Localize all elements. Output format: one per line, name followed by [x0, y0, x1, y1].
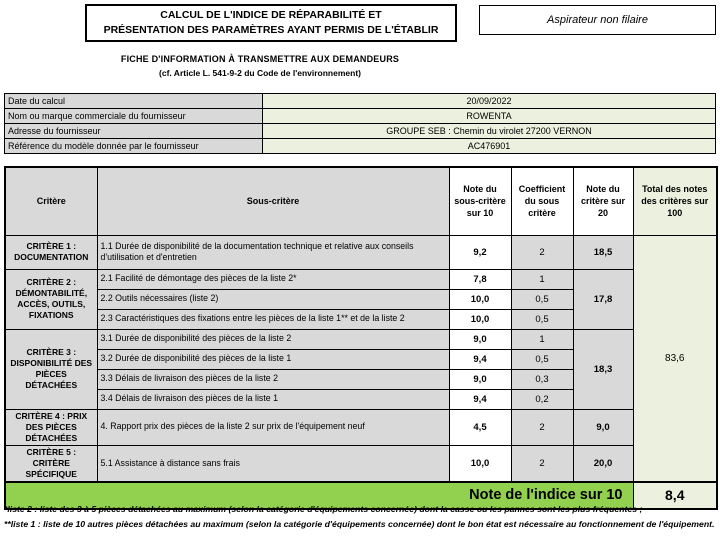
info-row-address	[5, 124, 716, 139]
footnote-liste2: *liste 2 : liste des 3 à 5 pièces détachées au maximum (selon la catégorie d'équipements concernée) dont la casse ou les pannes sont les plus fréquentes ;	[4, 504, 643, 514]
sub-3-2-note10: 9,4	[449, 349, 511, 369]
info-label-date: Date du calcul	[5, 94, 263, 109]
sub-1-1-note10: 9,2	[449, 235, 511, 269]
subtitle-line1: FICHE D'INFORMATION À TRANSMETTRE AUX DEMANDEURS	[120, 54, 400, 64]
table-row	[5, 269, 717, 289]
scoring-table	[4, 166, 718, 510]
footnotes	[4, 500, 716, 530]
sub-5-1-note10: 10,0	[449, 445, 511, 482]
info-value-date: 20/09/2022	[263, 94, 716, 109]
footnote-liste1: **liste 1 : liste de 10 autres pièces détachées au maximum (selon la catégorie d'équipements concernée) dont le bon état est nécessaire au fonctionnement de l'équipement.	[4, 519, 715, 530]
info-value-reference: AC476901	[263, 139, 716, 154]
table-row	[5, 235, 717, 269]
sub-2-1-note10: 7,8	[449, 269, 511, 289]
critere-5-note20: 20,0	[573, 445, 633, 482]
sub-3-4-label: 3.4 Délais de livraison des pièces de la liste 1	[97, 389, 449, 409]
scoring-table-header-row	[5, 167, 717, 235]
critere-1-label: CRITÈRE 1 : DOCUMENTATION	[5, 235, 97, 269]
sub-3-2-label: 3.2 Durée de disponibilité des pièces de la liste 1	[97, 349, 449, 369]
final-score-label: Note de l'indice sur 10	[5, 482, 633, 509]
product-category-box	[479, 5, 716, 35]
info-row-brand	[5, 109, 716, 124]
header-note-sous-critere: Note du sous-critère sur 10	[449, 167, 511, 235]
info-value-address: GROUPE SEB : Chemin du virolet 27200 VERNON	[263, 124, 716, 139]
info-label-brand: Nom ou marque commerciale du fournisseur	[5, 109, 263, 124]
sub-3-2-coef: 0,5	[511, 349, 573, 369]
table-row	[5, 329, 717, 349]
product-category-label: Aspirateur non filaire	[547, 14, 648, 26]
critere-2-label: CRITÈRE 2 : DÉMONTABILITÉ, ACCÈS, OUTILS, FIXATIONS	[5, 269, 97, 329]
info-row-date	[5, 94, 716, 109]
sub-3-3-coef: 0,3	[511, 369, 573, 389]
sub-3-1-coef: 1	[511, 329, 573, 349]
sub-3-1-label: 3.1 Durée de disponibilité des pièces de la liste 2	[97, 329, 449, 349]
info-value-brand: ROWENTA	[263, 109, 716, 124]
header-note-critere: Note du critère sur 20	[573, 167, 633, 235]
critere-2-note20: 17,8	[573, 269, 633, 329]
critere-1-note20: 18,5	[573, 235, 633, 269]
sub-3-4-note10: 9,4	[449, 389, 511, 409]
critere-4-label: CRITÈRE 4 : PRIX DES PIÈCES DÉTACHÉES	[5, 409, 97, 445]
table-row	[5, 445, 717, 482]
document-title-line1: CALCUL DE L'INDICE DE RÉPARABILITÉ ET	[160, 8, 382, 21]
critere-3-label: CRITÈRE 3 : DISPONIBILITÉ DES PIÈCES DÉTACHÉES	[5, 329, 97, 409]
document-title-line2: PRÉSENTATION DES PARAMÈTRES AYANT PERMIS DE L'ÉTABLIR	[103, 24, 439, 36]
info-label-reference: Référence du modèle donnée par le fournisseur	[5, 139, 263, 154]
sub-3-4-coef: 0,2	[511, 389, 573, 409]
critere-3-note20: 18,3	[573, 329, 633, 409]
sub-3-3-label: 3.3 Délais de livraison des pièces de la liste 2	[97, 369, 449, 389]
sub-2-2-label: 2.2 Outils nécessaires (liste 2)	[97, 289, 449, 309]
header-critere: Critère	[5, 167, 97, 235]
sub-2-3-label: 2.3 Caractéristiques des fixations entre les pièces de la liste 1** et de la liste 2	[97, 309, 449, 329]
supplier-info-table	[4, 93, 716, 154]
critere-5-label: CRITÈRE 5 : CRITÈRE SPÉCIFIQUE	[5, 445, 97, 482]
sub-5-1-label: 5.1 Assistance à distance sans frais	[97, 445, 449, 482]
info-label-address: Adresse du fournisseur	[5, 124, 263, 139]
sub-1-1-label: 1.1 Durée de disponibilité de la documentation technique et relative aux conseils d'utilisation et d'entretien	[97, 235, 449, 269]
sub-2-1-label: 2.1 Facilité de démontage des pièces de la liste 2*	[97, 269, 449, 289]
sub-2-1-coef: 1	[511, 269, 573, 289]
sub-4-coef: 2	[511, 409, 573, 445]
critere-4-note20: 9,0	[573, 409, 633, 445]
header-sous-critere: Sous-critère	[97, 167, 449, 235]
header-total: Total des notes des critères sur 100	[633, 167, 717, 235]
sub-2-3-note10: 10,0	[449, 309, 511, 329]
sub-3-1-note10: 9,0	[449, 329, 511, 349]
subtitle	[30, 54, 490, 78]
sub-4-label: 4. Rapport prix des pièces de la liste 2 sur prix de l'équipement neuf	[97, 409, 449, 445]
info-row-reference	[5, 139, 716, 154]
table-row	[5, 409, 717, 445]
document-title-box	[85, 4, 457, 42]
sub-5-1-coef: 2	[511, 445, 573, 482]
sub-1-1-coef: 2	[511, 235, 573, 269]
sub-3-3-note10: 9,0	[449, 369, 511, 389]
sub-4-note10: 4,5	[449, 409, 511, 445]
subtitle-line2: (cf. Article L. 541-9-2 du Code de l'environnement)	[159, 68, 361, 78]
sub-2-3-coef: 0,5	[511, 309, 573, 329]
header-coefficient: Coefficient du sous critère	[511, 167, 573, 235]
sub-2-2-note10: 10,0	[449, 289, 511, 309]
final-score-value: 8,4	[633, 482, 717, 509]
total-score-cell: 83,6	[633, 235, 717, 482]
sub-2-2-coef: 0,5	[511, 289, 573, 309]
